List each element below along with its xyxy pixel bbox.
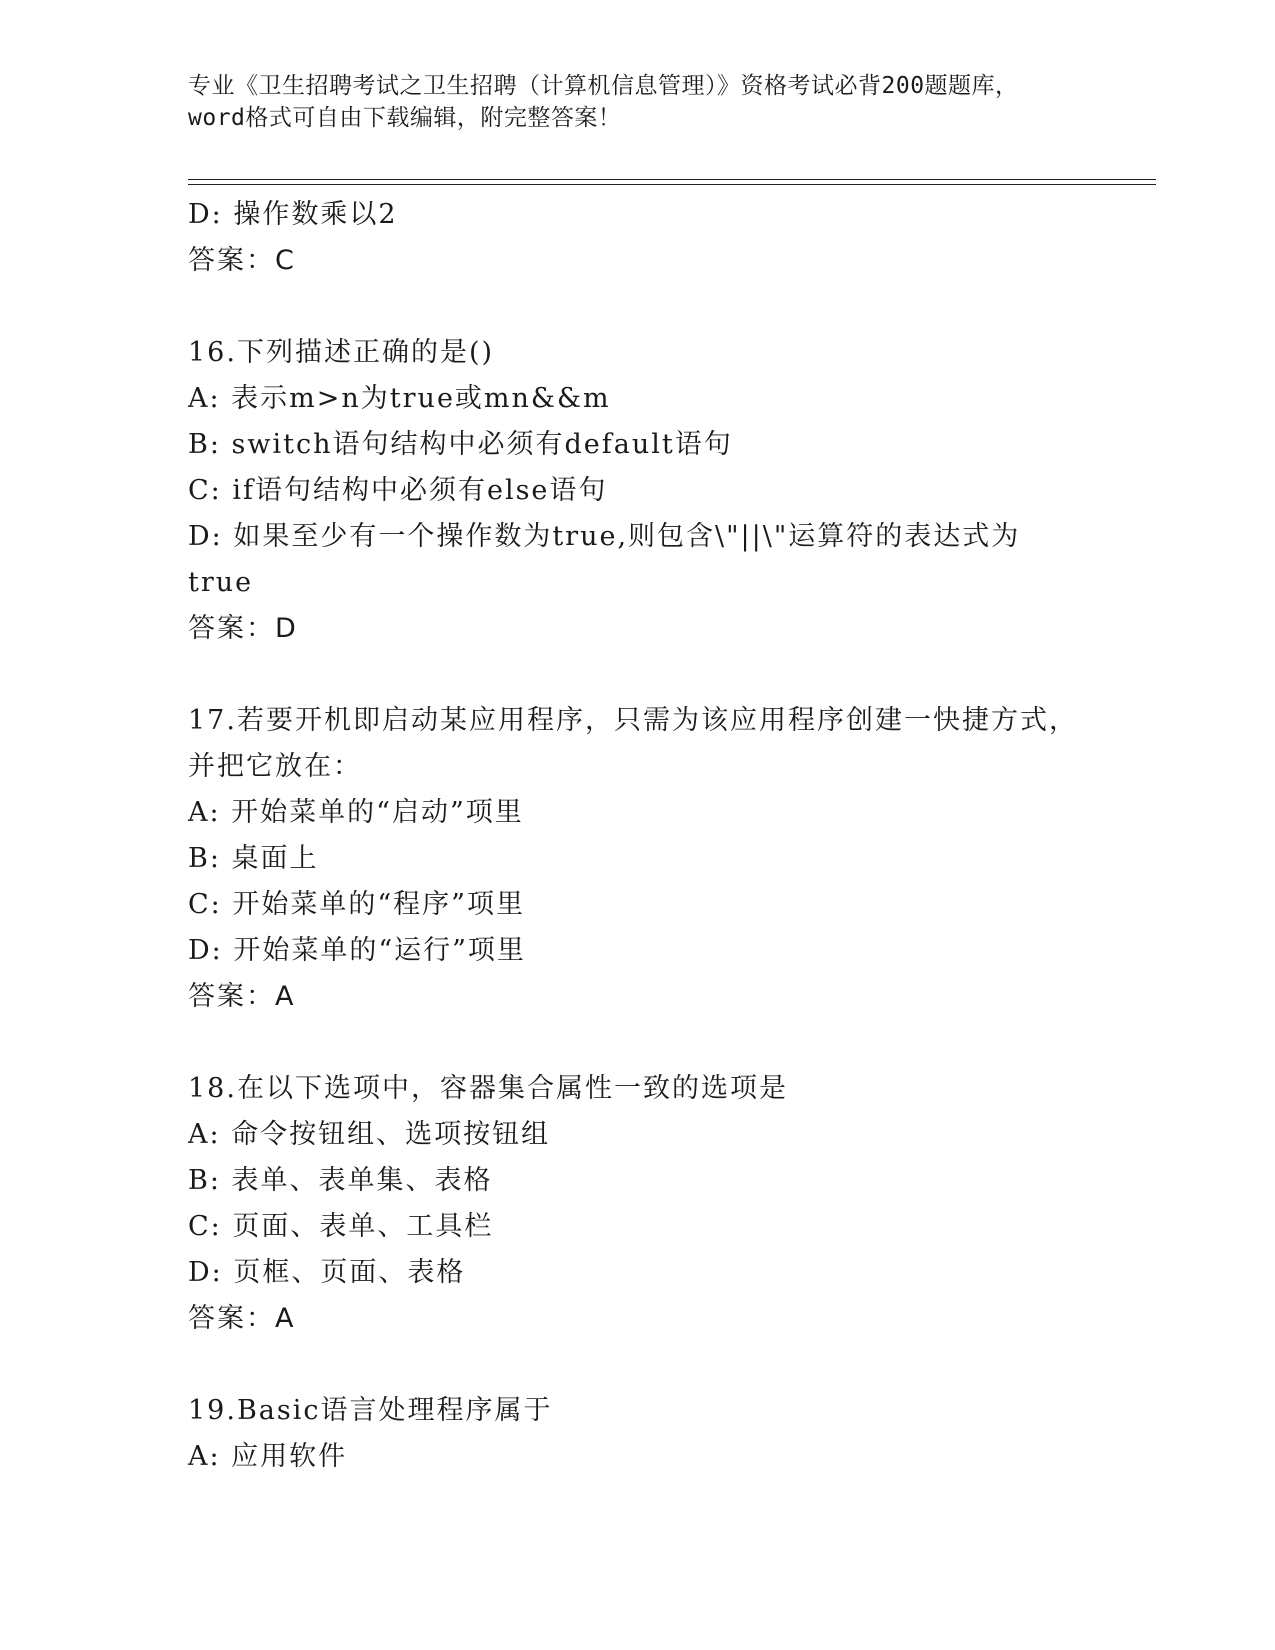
question-line: 18.在以下选项中，容器集合属性一致的选项是 (188, 1073, 788, 1104)
question-line: 19.Basic语言处理程序属于 (188, 1395, 553, 1426)
question-line: A: 开始菜单的“启动”项里 (188, 797, 524, 828)
answer-line: 答案：D (188, 613, 298, 644)
question-line: B: switch语句结构中必须有default语句 (188, 429, 733, 460)
spacer (188, 284, 1088, 330)
document-header (188, 70, 1088, 134)
question-line: true (188, 567, 254, 598)
header-divider-top (188, 179, 1156, 180)
answer-line: 答案：C (188, 245, 296, 276)
question-line: A: 命令按钮组、选项按钮组 (188, 1119, 551, 1150)
question-line: 并把它放在： (188, 751, 362, 782)
question-line: C: 页面、表单、工具栏 (188, 1211, 494, 1242)
question-line: A: 表示m>n为true或mn&&m (188, 383, 611, 414)
question-line: C: 开始菜单的“程序”项里 (188, 889, 525, 920)
question-line: A: 应用软件 (188, 1441, 348, 1472)
answer-line: 答案：A (188, 1303, 296, 1334)
question-line: D: 操作数乘以2 (188, 199, 398, 230)
question-list (188, 192, 1088, 1480)
spacer (188, 652, 1088, 698)
question-line: 17.若要开机即启动某应用程序，只需为该应用程序创建一快捷方式， (188, 705, 1078, 736)
header-line-2: word格式可自由下载编辑，附完整答案！ (188, 105, 622, 131)
question-line: D: 如果至少有一个操作数为true,则包含\"||\"运算符的表达式为 (188, 521, 1021, 552)
header-line-1: 专业《卫生招聘考试之卫生招聘（计算机信息管理）》资格考试必背200题题库， (188, 73, 1019, 99)
question-line: D: 页框、页面、表格 (188, 1257, 466, 1288)
answer-line: 答案：A (188, 981, 296, 1012)
question-line: 16.下列描述正确的是() (188, 337, 495, 368)
question-line: C: if语句结构中必须有else语句 (188, 475, 608, 506)
question-line: B: 桌面上 (188, 843, 319, 874)
header-divider-bottom (188, 184, 1156, 185)
question-line: D: 开始菜单的“运行”项里 (188, 935, 526, 966)
spacer (188, 1020, 1088, 1066)
question-line: B: 表单、表单集、表格 (188, 1165, 493, 1196)
spacer (188, 1342, 1088, 1388)
